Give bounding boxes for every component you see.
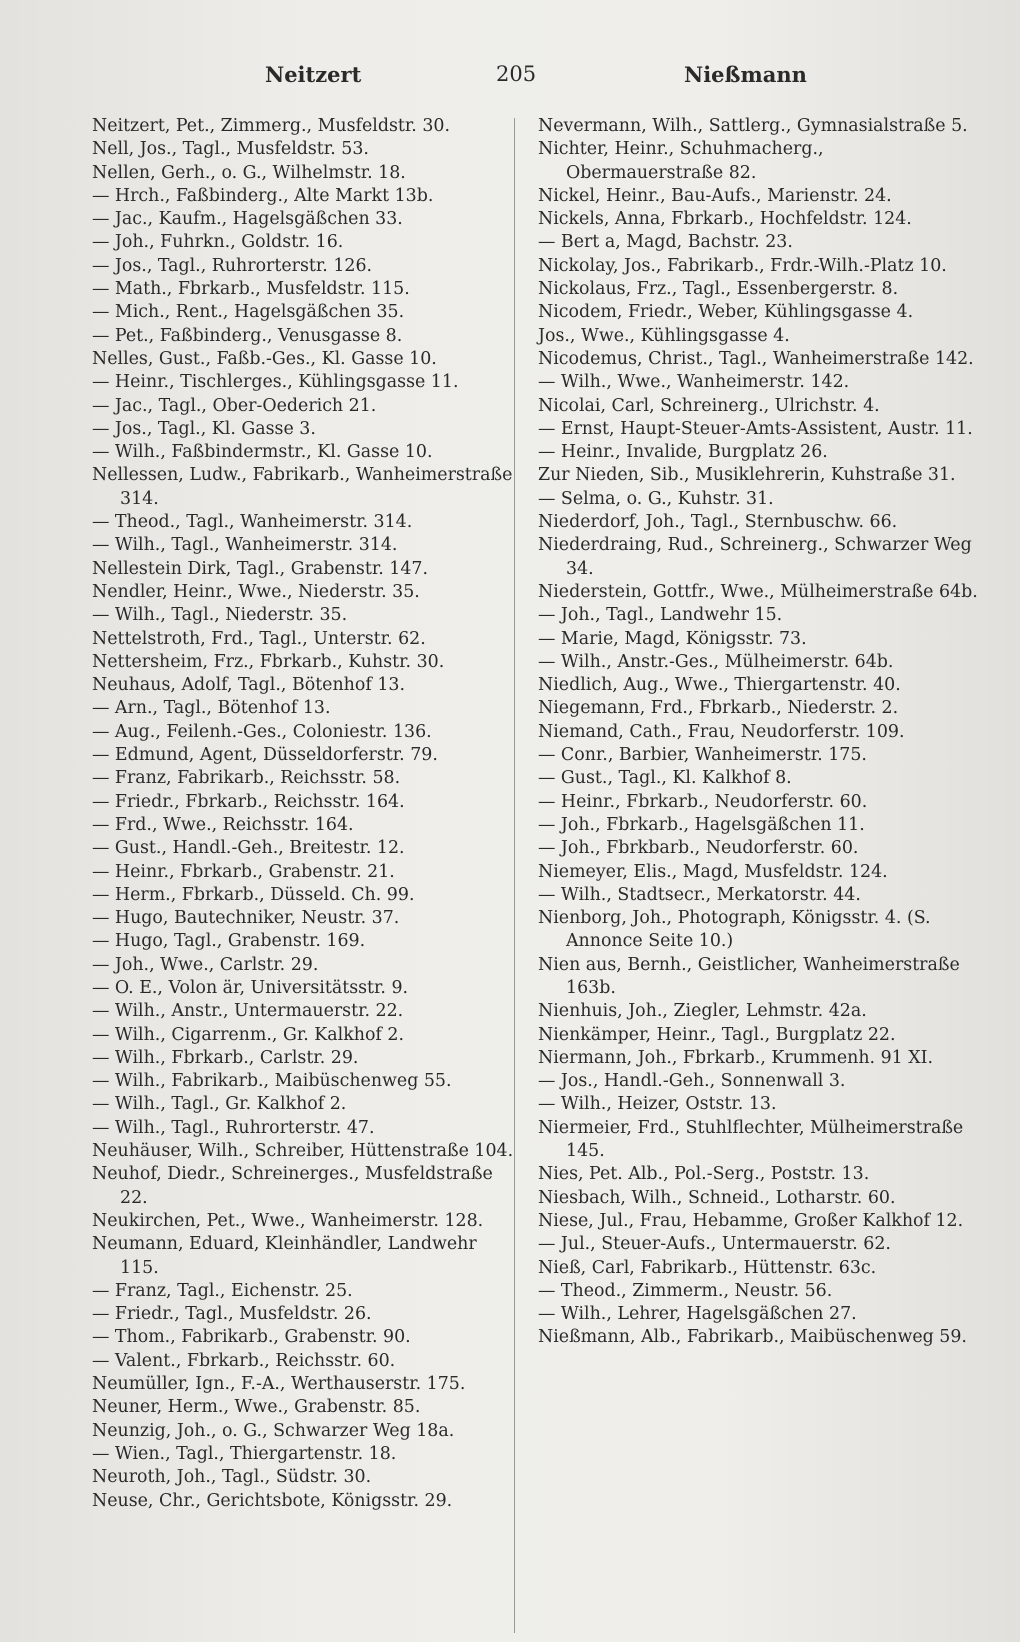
directory-entry: — Joh., Fuhrkn., Goldstr. 16. bbox=[92, 232, 344, 253]
directory-entry: Nicodem, Friedr., Weber, Kühlingsgasse 4. bbox=[538, 302, 914, 323]
right-column bbox=[538, 115, 986, 1350]
directory-entry: — Herm., Fbrkarb., Düsseld. Ch. 99. bbox=[92, 884, 415, 905]
directory-entry: — Joh., Wwe., Carlstr. 29. bbox=[92, 954, 319, 975]
directory-entry: — Wilh., Tagl., Gr. Kalkhof 2. bbox=[92, 1094, 347, 1115]
directory-entry: Niesbach, Wilh., Schneid., Lotharstr. 60. bbox=[538, 1187, 896, 1208]
directory-entry: Niederdorf, Joh., Tagl., Sternbuschw. 66. bbox=[538, 512, 898, 533]
directory-entry: Neumüller, Ign., F.-A., Werthauserstr. 175. bbox=[92, 1374, 466, 1395]
directory-entry: Nienborg, Joh., Photograph, Königsstr. 4. (S. Annonce Seite 10.) bbox=[538, 908, 931, 952]
directory-entry: — O. E., Volon är, Universitätsstr. 9. bbox=[92, 977, 409, 998]
directory-entry: Nicolai, Carl, Schreinerg., Ulrichstr. 4. bbox=[538, 395, 880, 416]
directory-entry: Niedlich, Aug., Wwe., Thiergartenstr. 40. bbox=[538, 675, 901, 696]
header-left-keyword: Neitzert bbox=[265, 62, 362, 87]
directory-entry: — Wilh., Fbrkarb., Carlstr. 29. bbox=[92, 1047, 359, 1068]
directory-entry: Niemand, Cath., Frau, Neudorferstr. 109. bbox=[538, 721, 905, 742]
directory-entry: — Heinr., Tischlerges., Kühlingsgasse 11. bbox=[92, 372, 459, 393]
directory-entry: Neukirchen, Pet., Wwe., Wanheimerstr. 128. bbox=[92, 1210, 484, 1231]
directory-entry: — Theod., Zimmerm., Neustr. 56. bbox=[538, 1280, 833, 1301]
directory-entry: Nießmann, Alb., Fabrikarb., Maibüschenweg 59. bbox=[538, 1327, 967, 1348]
directory-entry: — Jos., Handl.-Geh., Sonnenwall 3. bbox=[538, 1071, 846, 1092]
directory-entry: — Wilh., Lehrer, Hagelsgäßchen 27. bbox=[538, 1304, 857, 1325]
directory-entry: — Joh., Fbrkbarb., Neudorferstr. 60. bbox=[538, 838, 859, 859]
directory-entry: Niermann, Joh., Fbrkarb., Krummenh. 91 XI. bbox=[538, 1047, 934, 1068]
directory-entry: — Gust., Handl.-Geh., Breitestr. 12. bbox=[92, 838, 405, 859]
directory-entry: Nichter, Heinr., Schuhmacherg., Obermauerstraße 82. bbox=[538, 139, 824, 183]
directory-entry: Nellessen, Ludw., Fabrikarb., Wanheimerstraße 314. bbox=[92, 465, 513, 509]
directory-entry: Neumann, Eduard, Kleinhändler, Landwehr 115. bbox=[92, 1234, 477, 1278]
directory-entry: — Frd., Wwe., Reichsstr. 164. bbox=[92, 814, 354, 835]
directory-entry: Niese, Jul., Frau, Hebamme, Großer Kalkhof 12. bbox=[538, 1210, 964, 1231]
directory-entry: — Franz, Tagl., Eichenstr. 25. bbox=[92, 1280, 353, 1301]
directory-entry: — Friedr., Fbrkarb., Reichsstr. 164. bbox=[92, 791, 405, 812]
directory-entry: — Jul., Steuer-Aufs., Untermauerstr. 62. bbox=[538, 1234, 891, 1255]
directory-entry: — Joh., Fbrkarb., Hagelsgäßchen 11. bbox=[538, 814, 865, 835]
directory-entry: Nell, Jos., Tagl., Musfeldstr. 53. bbox=[92, 139, 369, 160]
directory-entry: — Joh., Tagl., Landwehr 15. bbox=[538, 605, 783, 626]
directory-entry: — Ernst, Haupt-Steuer-Amts-Assistent, Austr. 11. bbox=[538, 418, 973, 439]
directory-entry: Nettelstroth, Frd., Tagl., Unterstr. 62. bbox=[92, 628, 426, 649]
directory-entry: Nies, Pet. Alb., Pol.-Serg., Poststr. 13. bbox=[538, 1164, 870, 1185]
directory-entry: — Edmund, Agent, Düsseldorferstr. 79. bbox=[92, 745, 438, 766]
directory-entry: Nendler, Heinr., Wwe., Niederstr. 35. bbox=[92, 581, 420, 602]
left-column bbox=[92, 115, 520, 1513]
directory-entry: — Wilh., Anstr.-Ges., Mülheimerstr. 64b. bbox=[538, 651, 894, 672]
directory-entry: — Wilh., Anstr., Untermauerstr. 22. bbox=[92, 1001, 404, 1022]
directory-entry: Nettersheim, Frz., Fbrkarb., Kuhstr. 30. bbox=[92, 651, 445, 672]
directory-entry: — Valent., Fbrkarb., Reichsstr. 60. bbox=[92, 1350, 396, 1371]
directory-entry: — Jos., Tagl., Kl. Gasse 3. bbox=[92, 418, 316, 439]
directory-entry: Nickels, Anna, Fbrkarb., Hochfeldstr. 124. bbox=[538, 209, 912, 230]
directory-entry: — Math., Fbrkarb., Musfeldstr. 115. bbox=[92, 279, 410, 300]
directory-entry: Neitzert, Pet., Zimmerg., Musfeldstr. 30. bbox=[92, 116, 450, 136]
directory-entry: Neuhäuser, Wilh., Schreiber, Hüttenstraße 104. bbox=[92, 1141, 514, 1162]
directory-entry: Nienhuis, Joh., Ziegler, Lehmstr. 42a. bbox=[538, 1001, 867, 1022]
directory-entry: — Friedr., Tagl., Musfeldstr. 26. bbox=[92, 1304, 372, 1325]
directory-entry: — Bert a, Magd, Bachstr. 23. bbox=[538, 232, 793, 253]
directory-entry: Nieß, Carl, Fabrikarb., Hüttenstr. 63c. bbox=[538, 1257, 877, 1278]
directory-entry: — Thom., Fabrikarb., Grabenstr. 90. bbox=[92, 1327, 411, 1348]
directory-entry: Niederstein, Gottfr., Wwe., Mülheimerstraße 64b. bbox=[538, 581, 978, 602]
directory-entry: — Hrch., Faßbinderg., Alte Markt 13b. bbox=[92, 185, 434, 206]
directory-entry: — Wilh., Tagl., Ruhrorterstr. 47. bbox=[92, 1117, 375, 1138]
directory-entry: — Wilh., Stadtsecr., Merkatorstr. 44. bbox=[538, 884, 861, 905]
directory-entry: Nickel, Heinr., Bau-Aufs., Marienstr. 24. bbox=[538, 185, 892, 206]
directory-entry: — Gust., Tagl., Kl. Kalkhof 8. bbox=[538, 768, 792, 789]
directory-entry: Neuner, Herm., Wwe., Grabenstr. 85. bbox=[92, 1397, 421, 1418]
directory-entry: Neuhaus, Adolf, Tagl., Bötenhof 13. bbox=[92, 675, 405, 696]
directory-entry: — Wilh., Wwe., Wanheimerstr. 142. bbox=[538, 372, 850, 393]
directory-entry: Niederdraing, Rud., Schreinerg., Schwarzer Weg 34. bbox=[538, 535, 972, 579]
directory-entry: — Theod., Tagl., Wanheimerstr. 314. bbox=[92, 512, 413, 533]
directory-entry: Nickolaus, Frz., Tagl., Essenbergerstr. 8. bbox=[538, 279, 899, 300]
directory-entry: Neuhof, Diedr., Schreinerges., Musfeldstraße 22. bbox=[92, 1164, 493, 1208]
directory-entry: — Wilh., Tagl., Niederstr. 35. bbox=[92, 605, 348, 626]
page-number: 205 bbox=[496, 62, 537, 86]
directory-entry: — Jac., Tagl., Ober-Oederich 21. bbox=[92, 395, 377, 416]
directory-entry: — Pet., Faßbinderg., Venusgasse 8. bbox=[92, 325, 403, 346]
directory-entry: — Franz, Fabrikarb., Reichsstr. 58. bbox=[92, 768, 401, 789]
directory-entry: — Aug., Feilenh.-Ges., Coloniestr. 136. bbox=[92, 721, 432, 742]
directory-entry: — Conr., Barbier, Wanheimerstr. 175. bbox=[538, 745, 867, 766]
directory-entry: — Hugo, Bautechniker, Neustr. 37. bbox=[92, 908, 400, 929]
directory-entry: Nienkämper, Heinr., Tagl., Burgplatz 22. bbox=[538, 1024, 896, 1045]
directory-entry: — Heinr., Fbrkarb., Neudorferstr. 60. bbox=[538, 791, 868, 812]
directory-entry: Zur Nieden, Sib., Musiklehrerin, Kuhstraße 31. bbox=[538, 465, 956, 486]
directory-entry: — Hugo, Tagl., Grabenstr. 169. bbox=[92, 931, 366, 952]
directory-entry: Niemeyer, Elis., Magd, Musfeldstr. 124. bbox=[538, 861, 888, 882]
directory-entry: Nelles, Gust., Faßb.-Ges., Kl. Gasse 10. bbox=[92, 348, 437, 369]
directory-entry: — Wilh., Tagl., Wanheimerstr. 314. bbox=[92, 535, 398, 556]
directory-entry: Niermeier, Frd., Stuhlflechter, Mülheimerstraße 145. bbox=[538, 1117, 964, 1162]
directory-entry: — Selma, o. G., Kuhstr. 31. bbox=[538, 488, 774, 509]
directory-entry: Nien aus, Bernh., Geistlicher, Wanheimerstraße 163b. bbox=[538, 954, 960, 998]
directory-entry: — Jac., Kaufm., Hagelsgäßchen 33. bbox=[92, 209, 403, 230]
directory-entry: — Mich., Rent., Hagelsgäßchen 35. bbox=[92, 302, 405, 323]
directory-entry: Nevermann, Wilh., Sattlerg., Gymnasialstraße 5. bbox=[538, 116, 968, 136]
directory-entry: Neunzig, Joh., o. G., Schwarzer Weg 18a. bbox=[92, 1420, 455, 1441]
directory-entry: — Arn., Tagl., Bötenhof 13. bbox=[92, 698, 331, 719]
header-right-keyword: Nießmann bbox=[684, 62, 807, 87]
directory-entry: Nicodemus, Christ., Tagl., Wanheimerstraße 142. bbox=[538, 348, 974, 369]
directory-entry: Nickolay, Jos., Fabrikarb., Frdr.-Wilh.-Platz 10. bbox=[538, 255, 947, 276]
directory-entry: — Wien., Tagl., Thiergartenstr. 18. bbox=[92, 1443, 397, 1464]
directory-entry: — Wilh., Cigarrenm., Gr. Kalkhof 2. bbox=[92, 1024, 404, 1045]
directory-entry: Nellestein Dirk, Tagl., Grabenstr. 147. bbox=[92, 558, 429, 579]
directory-entry: — Marie, Magd, Königsstr. 73. bbox=[538, 628, 807, 649]
directory-entry: — Jos., Tagl., Ruhrorterstr. 126. bbox=[92, 255, 373, 276]
directory-entry: Neuroth, Joh., Tagl., Südstr. 30. bbox=[92, 1467, 372, 1488]
directory-entry: Niegemann, Frd., Fbrkarb., Niederstr. 2. bbox=[538, 698, 899, 719]
directory-entry: — Wilh., Faßbindermstr., Kl. Gasse 10. bbox=[92, 442, 433, 463]
directory-entry: — Heinr., Invalide, Burgplatz 26. bbox=[538, 442, 828, 463]
directory-entry: — Heinr., Fbrkarb., Grabenstr. 21. bbox=[92, 861, 395, 882]
directory-entry: Jos., Wwe., Kühlingsgasse 4. bbox=[538, 325, 790, 346]
page-header bbox=[0, 62, 1020, 96]
directory-entry: — Wilh., Fabrikarb., Maibüschenweg 55. bbox=[92, 1071, 452, 1092]
directory-entry: Neuse, Chr., Gerichtsbote, Königsstr. 29. bbox=[92, 1490, 453, 1511]
directory-entry: Nellen, Gerh., o. G., Wilhelmstr. 18. bbox=[92, 162, 406, 183]
directory-entry: — Wilh., Heizer, Oststr. 13. bbox=[538, 1094, 777, 1115]
